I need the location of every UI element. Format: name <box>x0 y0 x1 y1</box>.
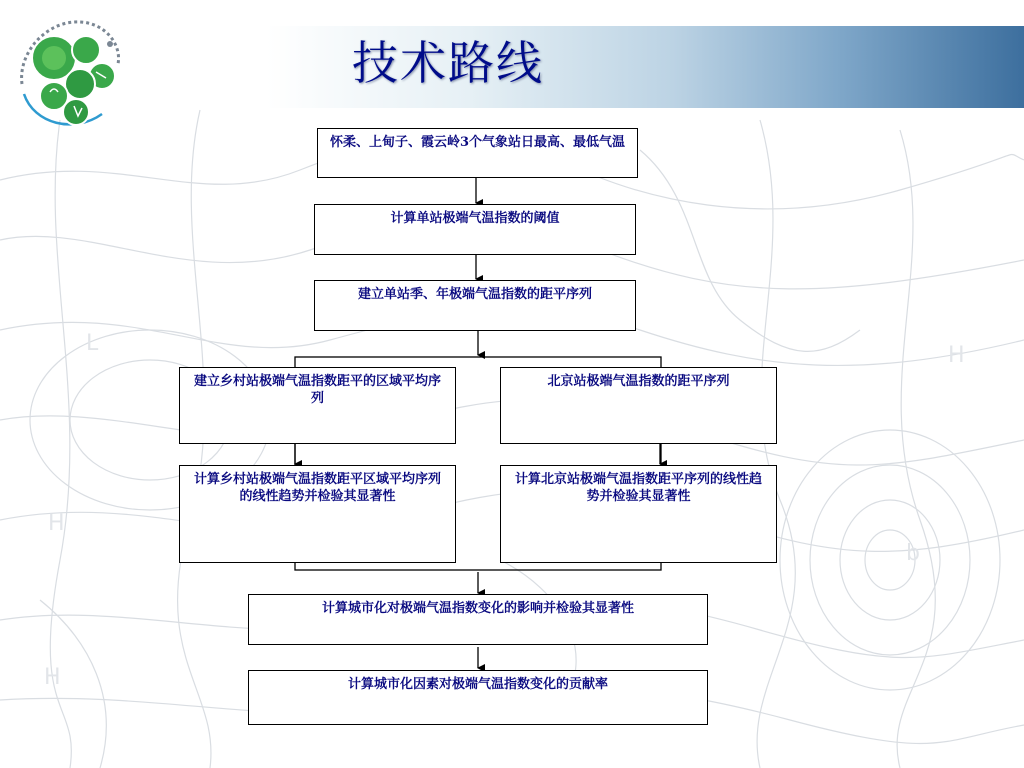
flow-step-input-stations: 怀柔、上甸子、霞云岭3个气象站日最高、最低气温 <box>317 128 638 178</box>
map-label-l: L <box>86 331 99 356</box>
flow-left-rural-average: 建立乡村站极端气温指数距平的区域平均序列 <box>179 367 456 444</box>
map-label-h: H <box>48 511 65 536</box>
map-label-h: H <box>44 665 61 690</box>
flow-step-anomaly-series: 建立单站季、年极端气温指数的距平序列 <box>314 280 636 331</box>
flow-right-beijing-series: 北京站极端气温指数的距平序列 <box>500 367 777 444</box>
flow-step-threshold: 计算单站极端气温指数的阈值 <box>314 204 636 255</box>
flow-final-contribution-rate: 计算城市化因素对极端气温指数变化的贡献率 <box>248 670 708 725</box>
flow-final-urbanization-impact: 计算城市化对极端气温指数变化的影响并检验其显著性 <box>248 594 708 645</box>
flow-left-rural-trend: 计算乡村站极端气温指数距平区域平均序列的线性趋势并检验其显著性 <box>179 465 456 563</box>
flow-right-beijing-trend: 计算北京站极端气温指数距平序列的线性趋势并检验其显著性 <box>500 465 777 563</box>
map-label-b: b <box>906 541 920 566</box>
map-label-h: H <box>948 343 965 368</box>
page-title: 技术路线 <box>352 36 544 90</box>
